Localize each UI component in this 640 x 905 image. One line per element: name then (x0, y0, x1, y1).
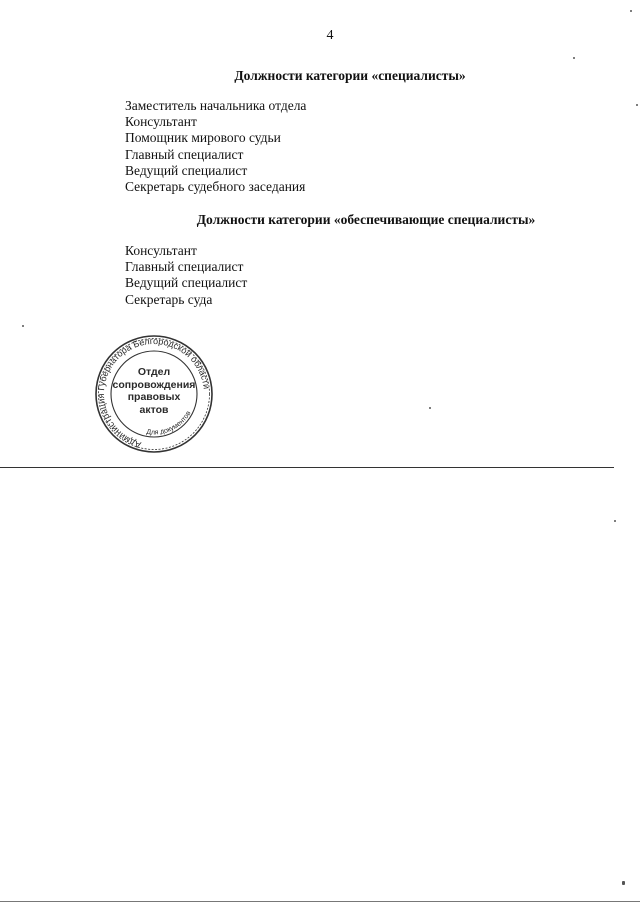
scan-speck (573, 57, 575, 59)
list-item: Секретарь суда (125, 291, 213, 307)
stamp-line: правовых (127, 391, 181, 403)
heading-specialists: Должности категории «специалисты» (234, 68, 466, 83)
stamp-ring-text: Администрация Губернатора Белгородской области (95, 335, 212, 451)
list-item: Ведущий специалист (125, 162, 248, 178)
list-item: Ведущий специалист (125, 275, 248, 291)
scan-speck (630, 10, 632, 12)
stamp-line: актов (139, 403, 169, 416)
heading-support-specialists: Должности категории «обеспечивающие специалисты» (196, 212, 536, 227)
list-item: Главный специалист (125, 259, 244, 275)
list-specialists (125, 98, 306, 195)
list-item: Главный специалист (125, 146, 244, 162)
scan-speck (429, 407, 431, 409)
scan-speck (22, 325, 24, 327)
stamp-bottom-text: Для документов (145, 410, 193, 437)
official-stamp (93, 330, 215, 455)
stamp-line: сопровождения (112, 378, 196, 391)
separator-line (0, 467, 614, 468)
scan-speck (636, 104, 638, 106)
list-item: Заместитель начальника отдела (125, 98, 307, 113)
list-support-specialists (125, 243, 247, 308)
list-item: Секретарь судебного заседания (125, 179, 306, 195)
scan-speck (614, 520, 616, 522)
list-item: Консультант (125, 243, 197, 258)
page-number: 4 (326, 28, 334, 43)
stamp-line: Отдел (137, 366, 171, 378)
scan-artifact-line (0, 901, 640, 902)
scan-speck (622, 881, 625, 885)
list-item: Консультант (125, 114, 197, 130)
list-item: Помощник мирового судьи (125, 130, 281, 146)
stamp-inner-text (93, 366, 215, 416)
